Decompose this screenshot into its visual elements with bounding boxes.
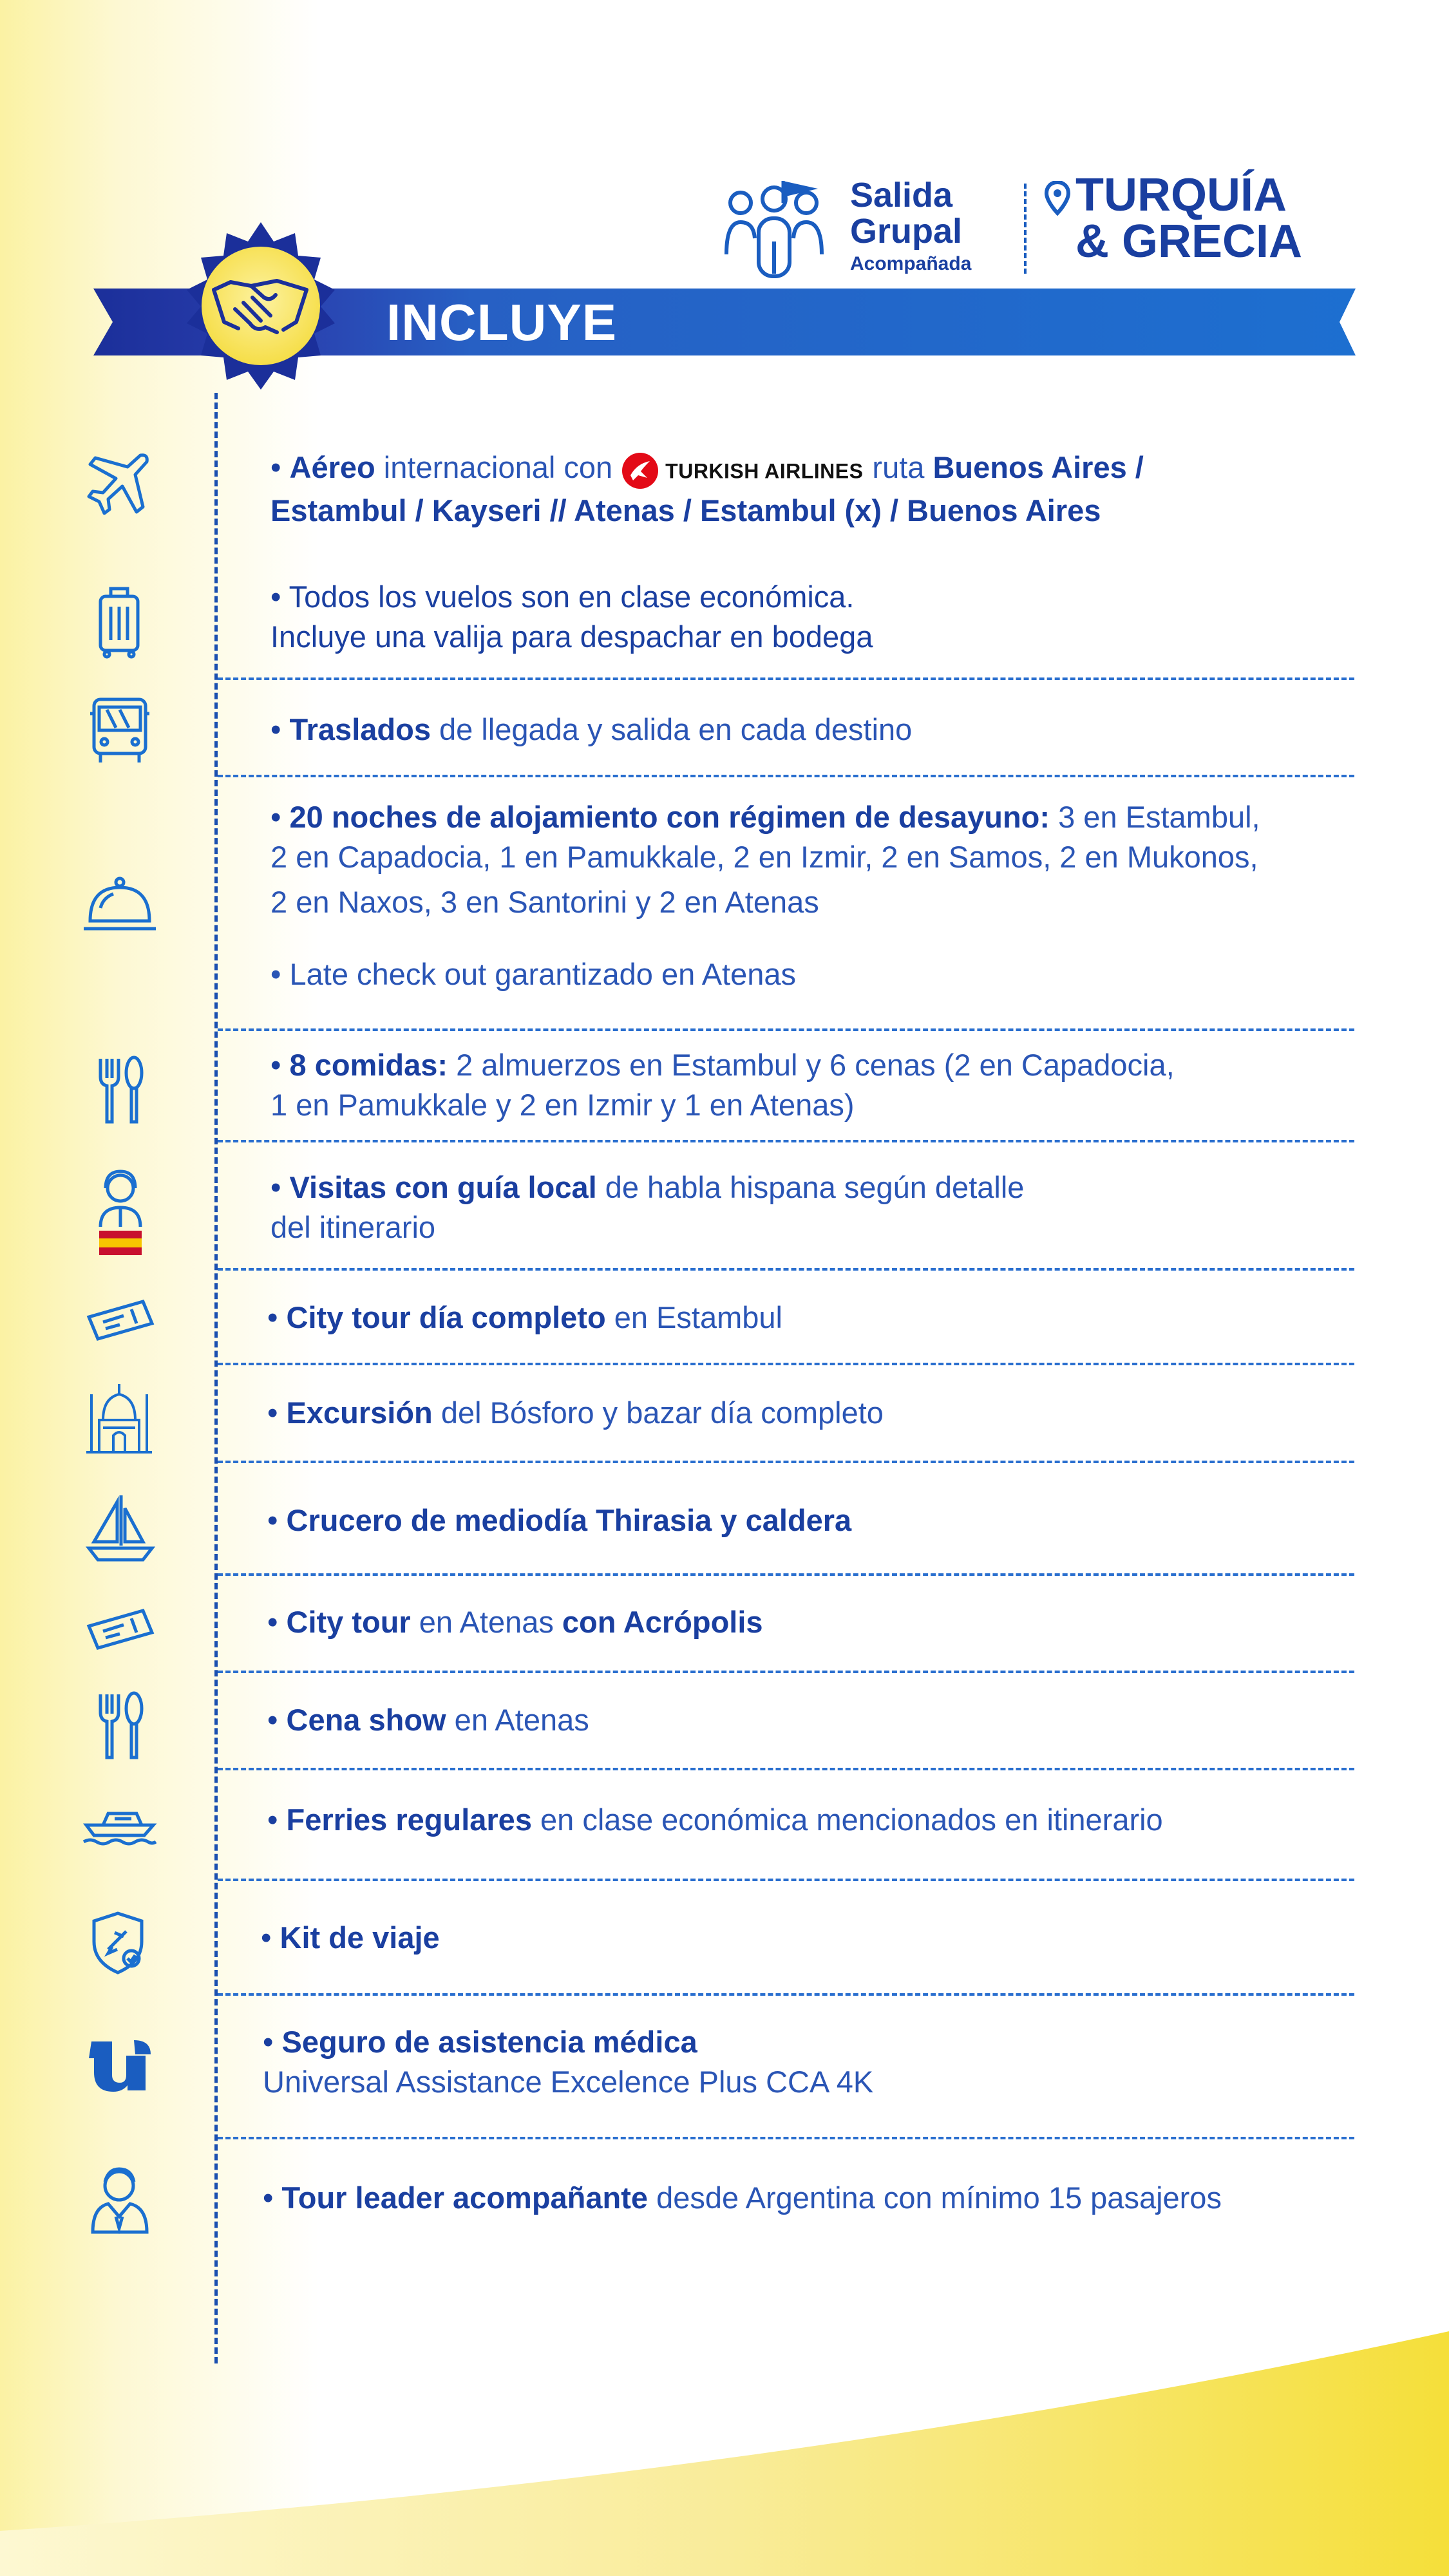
separator (218, 1993, 1354, 1996)
ticket-icon (85, 1607, 156, 1652)
citytour2-bold1: City tour (286, 1605, 411, 1639)
item-citytour-estambul: • City tour día completo en Estambul (267, 1300, 782, 1334)
separator (218, 1028, 1354, 1031)
separator (218, 1671, 1354, 1673)
luggage-icon (97, 585, 142, 659)
vuelos-line1: • Todos los vuelos son en clase económica. (270, 580, 855, 614)
tourleader-text: desde Argentina con mínimo 15 pasajeros (648, 2181, 1222, 2215)
handshake-badge (174, 219, 348, 393)
turkish-airlines-icon (621, 452, 659, 489)
header (721, 171, 1314, 283)
vuelos-line2: Incluye una valija para despachar en bodega (270, 620, 873, 654)
visitas-bold: Visitas con guía local (289, 1170, 597, 1204)
visitas-line2: del itinerario (270, 1210, 436, 1244)
aereo-text2: ruta (872, 450, 925, 484)
universal-assistance-logo-icon (86, 2036, 157, 2094)
ferries-bold: Ferries regulares (286, 1803, 532, 1837)
airplane-icon (84, 448, 155, 518)
fork-spoon-icon (94, 1055, 146, 1126)
aereo-bold2: Buenos Aires / (933, 450, 1144, 484)
comidas-text1: 2 almuerzos en Estambul y 6 cenas (2 en Capadocia, (448, 1048, 1175, 1082)
ticket-icon (85, 1298, 156, 1343)
separator (218, 1879, 1354, 1881)
sailboat-icon (85, 1493, 156, 1564)
ferry-icon (81, 1803, 158, 1848)
crucero-bold: Crucero de mediodía Thirasia y caldera (286, 1503, 852, 1537)
location-pin-icon (1045, 181, 1070, 216)
group-line2: Grupal (850, 212, 963, 251)
item-ferries: • Ferries regulares en clase económica mencionados en itinerario (267, 1803, 1163, 1837)
item-tour-leader: • Tour leader acompañante desde Argentina con mínimo 15 pasajeros (263, 2181, 1222, 2215)
item-crucero: • Crucero de mediodía Thirasia y caldera (267, 1503, 852, 1537)
citytour2-bold2: con Acrópolis (562, 1605, 763, 1639)
comidas-line2: 1 en Pamukkale y 2 en Izmir y 1 en Atenas) (270, 1088, 855, 1122)
group-line1: Salida (850, 176, 953, 214)
item-cena-show: • Cena show en Atenas (267, 1703, 589, 1737)
separator (218, 1573, 1354, 1576)
alojamiento-line3: 2 en Naxos, 3 en Santorini y 2 en Atenas (270, 885, 819, 919)
turkish-airlines-logo (621, 449, 863, 491)
alojamiento-text1: 3 en Estambul, (1050, 800, 1260, 834)
cena-text: en Atenas (446, 1703, 589, 1737)
airline-name: TURKISH AIRLINES (665, 459, 864, 483)
banner-title: INCLUYE (386, 294, 618, 351)
item-excursion: • Excursión del Bósforo y bazar día completo (267, 1396, 884, 1430)
room-service-bell-icon (81, 876, 158, 934)
timeline-line (214, 393, 218, 2363)
item-alojamiento: • 20 noches de alojamiento con régimen de desayuno: 3 en Estambul, 2 en Capadocia, 1 en Pamukkale, 2 en Izmir, 2 en Samos, 2 en Mukonos, 2 en Naxos, 3 en Santorini y 2 en Atenas • Late check out garantizado en Atenas (270, 797, 1423, 994)
separator (218, 2137, 1354, 2139)
dest-line1: TURQUÍA (1075, 169, 1287, 221)
ferries-text: en clase económica mencionados en itinerario (531, 1803, 1163, 1837)
bus-icon (88, 696, 152, 766)
tourleader-bold: Tour leader acompañante (281, 2181, 649, 2215)
item-citytour-atenas: • City tour en Atenas con Acrópolis (267, 1605, 763, 1639)
separator (218, 775, 1354, 777)
citytour1-bold: City tour día completo (286, 1300, 606, 1334)
separator (218, 1363, 1354, 1365)
mosque-icon (84, 1381, 155, 1455)
item-vuelos (270, 577, 873, 657)
group-people-icon (721, 177, 828, 280)
separator (218, 1268, 1354, 1271)
cena-bold: Cena show (286, 1703, 446, 1737)
header-divider (1024, 184, 1027, 274)
late-checkout: • Late check out garantizado en Atenas (270, 957, 797, 991)
excursion-text: del Bósforo y bazar día completo (432, 1396, 884, 1430)
visitas-text1: de habla hispana según detalle (596, 1170, 1025, 1204)
separator (218, 677, 1354, 680)
aereo-text1: internacional con (375, 450, 613, 484)
separator (218, 1768, 1354, 1770)
citytour1-text: en Estambul (605, 1300, 782, 1334)
alojamiento-line2: 2 en Capadocia, 1 en Pamukkale, 2 en Izmir, 2 en Samos, 2 en Mukonos, (270, 840, 1258, 874)
comidas-bold: 8 comidas: (289, 1048, 448, 1082)
group-label (850, 177, 971, 275)
traslados-text: de llegada y salida en cada destino (430, 712, 913, 746)
item-visitas: • Visitas con guía local de habla hispana según detalle del itinerario (270, 1168, 1024, 1247)
aereo-bold1: Aéreo (289, 450, 375, 484)
alojamiento-bold: 20 noches de alojamiento con régimen de desayuno: (289, 800, 1050, 834)
item-kit: • Kit de viaje (261, 1920, 440, 1955)
citytour2-text: en Atenas (410, 1605, 562, 1639)
seguro-line2: Universal Assistance Excelence Plus CCA 4K (263, 2065, 874, 2099)
item-comidas: • 8 comidas: 2 almuerzos en Estambul y 6 cenas (2 en Capadocia, 1 en Pamukkale y 2 en Izmir y 1 en Atenas) (270, 1045, 1175, 1125)
aereo-bold3: Estambul / Kayseri // Atenas / Estambul (x) / Buenos Aires (270, 493, 1101, 528)
seguro-bold: Seguro de asistencia médica (281, 2025, 697, 2059)
kit-bold: Kit de viaje (279, 1920, 440, 1955)
separator (218, 1461, 1354, 1463)
item-aereo: • Aéreo internacional con TURKISH AIRLINES ruta Buenos Aires / Estambul / Kayseri // Atenas / Estambul (x) / Buenos Aires (270, 448, 1404, 531)
fork-spoon-icon (94, 1690, 146, 1761)
item-traslados: • Traslados de llegada y salida en cada destino (270, 712, 913, 746)
tour-leader-icon (89, 2164, 150, 2235)
group-line3: Acompañada (850, 253, 972, 274)
travel-shield-icon (89, 1909, 147, 1977)
destination-title (1050, 169, 1303, 267)
guide-spain-flag-icon (97, 1169, 144, 1256)
item-seguro: • Seguro de asistencia médica Universal Assistance Excelence Plus CCA 4K (263, 2022, 873, 2102)
excursion-bold: Excursión (286, 1396, 433, 1430)
separator (218, 1140, 1354, 1142)
dest-line2: & GRECIA (1075, 216, 1303, 267)
traslados-bold: Traslados (289, 712, 431, 746)
